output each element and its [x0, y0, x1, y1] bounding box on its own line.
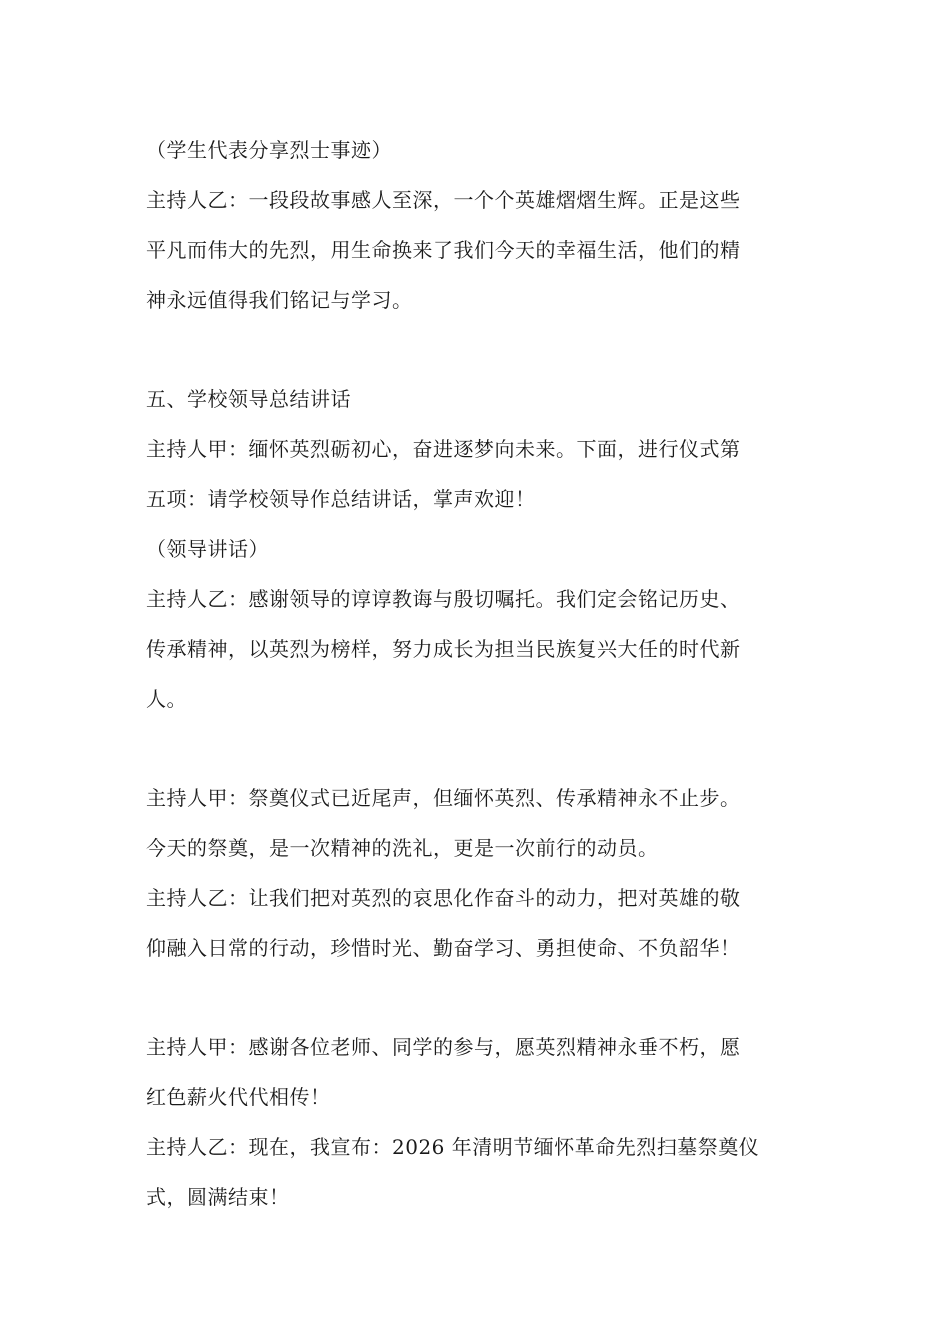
host-a-line: 五项：请学校领导作总结讲话，掌声欢迎！ [146, 487, 536, 511]
host-b-line: 主持人乙：现在，我宣布：2026 年清明节缅怀革命先烈扫墓祭奠仪 [146, 1135, 760, 1159]
host-a-line: 主持人甲：缅怀英烈砺初心，奋进逐梦向未来。下面，进行仪式第 [146, 437, 741, 461]
host-b-line: 传承精神，以英烈为榜样，努力成长为担当民族复兴大任的时代新 [146, 637, 741, 661]
host-b-line: 式，圆满结束！ [146, 1185, 290, 1209]
stage-direction-student-story: （学生代表分享烈士事迹） [146, 138, 392, 162]
section-heading: 五、学校领导总结讲话 [146, 387, 351, 411]
host-a-line: 主持人甲：感谢各位老师、同学的参与，愿英烈精神永垂不朽，愿 [146, 1035, 741, 1059]
host-b-line: 平凡而伟大的先烈，用生命换来了我们今天的幸福生活，他们的精 [146, 238, 741, 262]
host-b-line: 主持人乙：感谢领导的谆谆教诲与殷切嘱托。我们定会铭记历史、 [146, 587, 741, 611]
host-a-line: 红色薪火代代相传！ [146, 1085, 331, 1109]
host-b-line: 主持人乙：让我们把对英烈的哀思化作奋斗的动力，把对英雄的敬 [146, 886, 741, 910]
host-b-line: 主持人乙：一段段故事感人至深，一个个英雄熠熠生辉。正是这些 [146, 188, 741, 212]
host-a-line: 今天的祭奠，是一次精神的洗礼，更是一次前行的动员。 [146, 836, 659, 860]
stage-direction-leader-speech: （领导讲话） [146, 537, 269, 561]
host-a-line: 主持人甲：祭奠仪式已近尾声，但缅怀英烈、传承精神永不止步。 [146, 786, 741, 810]
host-b-line: 仰融入日常的行动，珍惜时光、勤奋学习、勇担使命、不负韶华！ [146, 936, 741, 960]
host-b-line: 人。 [146, 687, 187, 711]
host-b-line: 神永远值得我们铭记与学习。 [146, 288, 413, 312]
